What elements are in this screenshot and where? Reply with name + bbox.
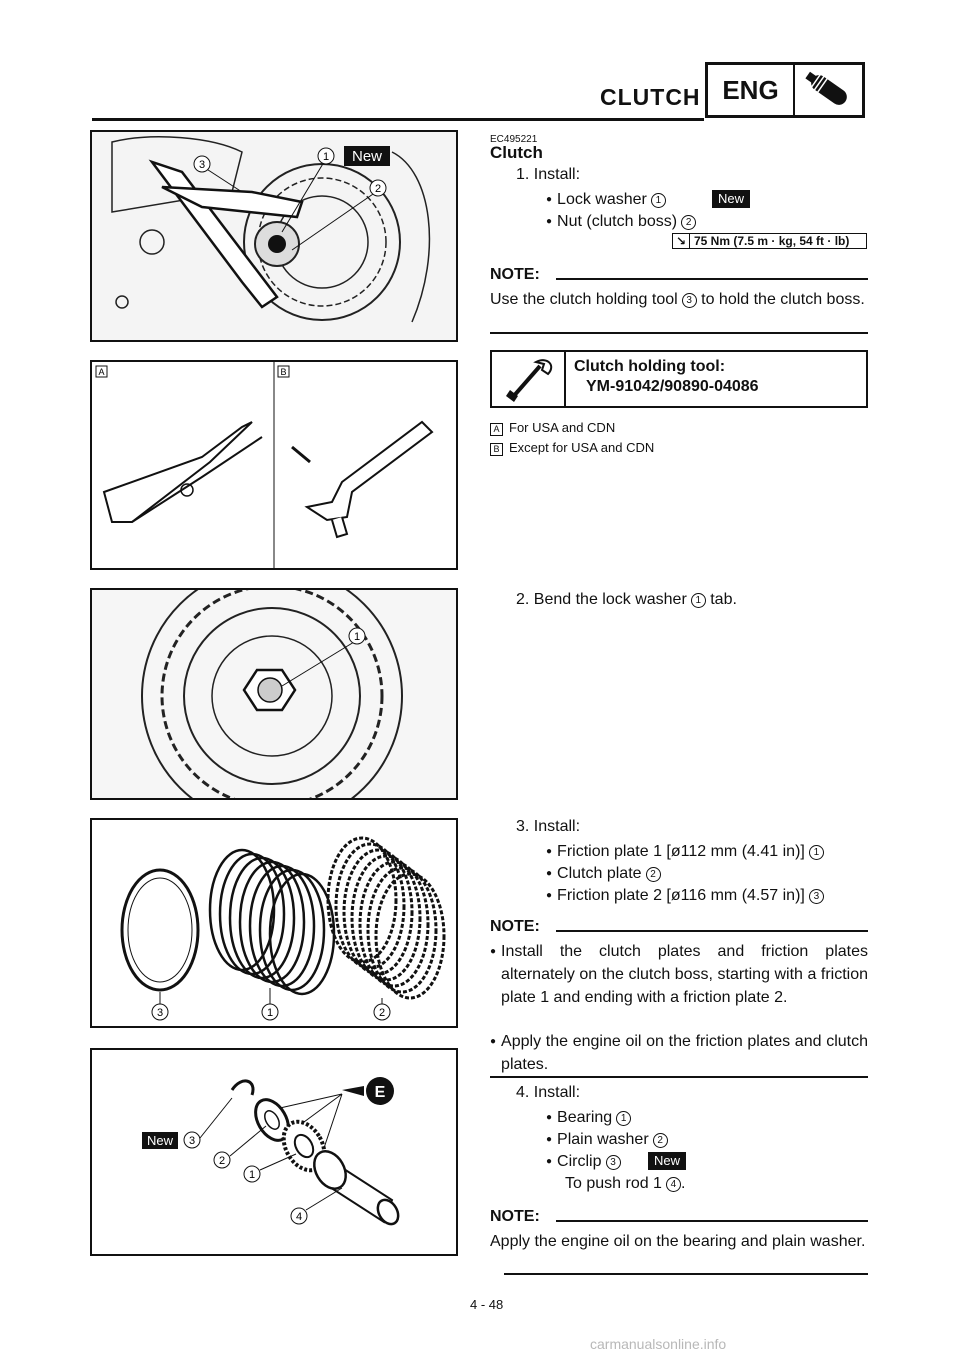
fig1-label-2: 2 (374, 183, 382, 195)
fig5-label-2: 2 (218, 1155, 226, 1167)
step-1-item-1-text: ● Lock washer (546, 191, 647, 208)
footer-rule (504, 1273, 868, 1275)
fig1-label-3: 3 (198, 159, 206, 171)
note-4-text: Apply the engine oil on the bearing and plain washer. (490, 1233, 866, 1250)
fig1-label-1: 1 (322, 151, 330, 163)
note-1-text-b: to hold the clutch boss. (701, 291, 865, 308)
step-3-title: 3. Install: (516, 818, 581, 835)
fig5-new-tag: New (146, 1133, 174, 1148)
step-4-item-1-text: ● Bearing (546, 1109, 612, 1126)
fig3-label-1: 1 (353, 631, 361, 643)
engine-oil-mark: E (374, 1084, 386, 1101)
note-1-text-a: Use the clutch holding tool (490, 291, 678, 308)
note-3-bullet-2: ● (490, 1036, 497, 1047)
note-label-3: NOTE: (490, 918, 540, 935)
step-1-item-2 (546, 210, 696, 235)
note-rule-4 (556, 1220, 868, 1222)
section-header-title: CLUTCH (600, 84, 701, 110)
step-1-item-2-num: 2 (681, 215, 696, 230)
clutch-holding-tool-figure (90, 360, 458, 570)
step-3-item-2-num: 2 (646, 867, 661, 882)
step-4-to-num: 4 (666, 1177, 681, 1192)
torque-spec (672, 233, 867, 249)
eng-label: ENG (708, 65, 795, 115)
step-4-title: 4. Install: (516, 1084, 581, 1101)
fig4-label-1: 1 (266, 1007, 274, 1019)
special-tool-icon (492, 352, 566, 406)
note-3-item-2-row (490, 1030, 868, 1076)
note-3-item-1 (490, 940, 868, 1009)
watermark: carmanualsonline.info (590, 1336, 727, 1352)
note-3-item-2-text: Apply the engine oil on the friction plates and clutch plates. (501, 1033, 868, 1073)
legend-b (490, 440, 654, 456)
header-rule (92, 118, 704, 121)
note-label: NOTE: (490, 266, 540, 283)
friction-plates-figure (90, 818, 458, 1028)
new-part-tag: New (712, 190, 750, 208)
fig1-new-tag: New (351, 148, 383, 165)
tool-title: Clutch holding tool: (574, 358, 726, 375)
step-4-to (565, 1172, 685, 1195)
legend-a-text: For USA and CDN (509, 420, 616, 435)
note-rule-3 (556, 930, 868, 932)
tool-part-number: YM-91042/90890-04086 (586, 378, 759, 395)
step-3-item-3 (546, 884, 824, 909)
legend-b-key: B (490, 443, 503, 456)
engine-oil-icon (795, 65, 862, 115)
fig5-label-4: 4 (295, 1211, 303, 1223)
new-part-tag-circlip: New (648, 1152, 686, 1170)
lock-washer-tab-figure (90, 588, 458, 800)
bearing-install-figure (90, 1048, 458, 1256)
note-rule (556, 278, 868, 280)
eng-tab (705, 62, 865, 118)
special-tool-box (490, 350, 868, 408)
step-4-item-2-text: ● Plain washer (546, 1131, 649, 1148)
step-1-title: 1. Install: (516, 166, 581, 183)
clutch-install-figure (90, 130, 458, 342)
torque-wrench-icon: ↘ (673, 234, 690, 248)
note-3-item-1-text: Install the clutch plates and friction plates alternately on the clutch boss, starting with a friction plate 1 and ending with a friction plate 2. (501, 943, 868, 1006)
step-1-item-2-text: ● Nut (clutch boss) (546, 213, 677, 230)
note-1-text (490, 288, 868, 311)
step-2-num: 1 (691, 593, 706, 608)
step-3-item-3-num: 3 (809, 889, 824, 904)
fig2-label-b: B (280, 367, 287, 377)
step-3-item-3-text: ● Friction plate 2 [ø116 mm (4.57 in)] (546, 887, 805, 904)
legend-a (490, 420, 615, 436)
step-2-text: 2. Bend the lock washer (516, 591, 687, 608)
doc-id: EC495221 (490, 134, 538, 145)
step-3-item-2-text: ● Clutch plate (546, 865, 642, 882)
fig4-label-3: 3 (156, 1007, 164, 1019)
note-end-rule (490, 332, 868, 334)
step-3-item-1-text: ● Friction plate 1 [ø112 mm (4.41 in)] (546, 843, 805, 860)
step-3-item-1-num: 1 (809, 845, 824, 860)
legend-a-key: A (490, 423, 503, 436)
section-title: Clutch (490, 143, 543, 162)
step-1-item-1-num: 1 (651, 193, 666, 208)
step-4-to-period: . (680, 1175, 686, 1192)
torque-value: 75 Nm (7.5 m · kg, 54 ft · lb) (694, 234, 850, 248)
note-label-4: NOTE: (490, 1208, 540, 1225)
fig2-label-a: A (98, 367, 105, 377)
fig5-label-1: 1 (248, 1169, 256, 1181)
step-4-item-3-num: 3 (606, 1155, 621, 1170)
fig5-label-3: 3 (188, 1135, 196, 1147)
page-number: 4 - 48 (470, 1297, 504, 1312)
note-end-rule-3 (490, 1076, 868, 1078)
fig4-label-2: 2 (378, 1007, 386, 1019)
step-4-item-3-text: ● Circlip (546, 1153, 602, 1170)
note-3-item-1-row (490, 940, 868, 1009)
step-4-item-2-num: 2 (653, 1133, 668, 1148)
note-3-bullet-1: ● (490, 946, 497, 957)
step-2 (516, 588, 737, 611)
step-4-item-1-num: 1 (616, 1111, 631, 1126)
note-3-item-2 (490, 1030, 868, 1076)
step-4-to-text: To push rod 1 (565, 1175, 662, 1192)
note-1-num: 3 (682, 293, 697, 308)
legend-b-text: Except for USA and CDN (509, 440, 655, 455)
step-2-text-b: tab. (710, 591, 737, 608)
